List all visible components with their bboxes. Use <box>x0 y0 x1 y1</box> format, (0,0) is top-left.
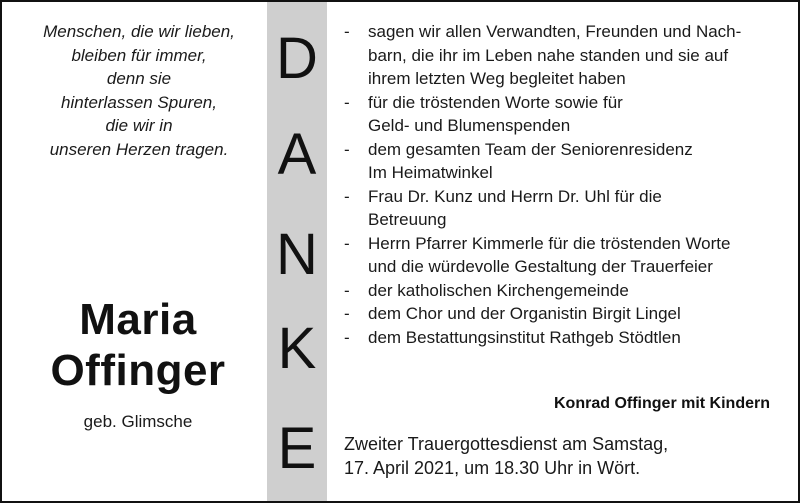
thanks-line: dem gesamten Team der Seniorenresidenz <box>368 139 693 159</box>
family-signature: Konrad Offinger mit Kindern <box>554 395 770 412</box>
thanks-item <box>342 185 782 232</box>
deceased-name <box>16 294 260 396</box>
danke-band <box>267 2 327 501</box>
danke-letter: K <box>277 316 317 381</box>
danke-letter: D <box>276 26 318 91</box>
danke-letter: N <box>276 222 318 287</box>
danke-letter: A <box>277 122 317 187</box>
thanks-item <box>342 138 782 185</box>
danke-letter: E <box>277 416 317 481</box>
thanks-line: sagen wir allen Verwandten, Freunden und Nach- <box>368 22 742 41</box>
thanks-item <box>342 232 782 279</box>
poem-line: unseren Herzen tragen. <box>49 139 229 159</box>
thanks-item <box>342 279 782 303</box>
poem-line: bleiben für immer, <box>71 45 207 65</box>
thanks-line: Geld- und Blumenspenden <box>368 116 571 135</box>
last-name: Offinger <box>50 346 226 395</box>
poem-line: hinterlassen Spuren, <box>61 92 217 112</box>
poem-line: denn sie <box>106 69 172 89</box>
dash-bullet: - <box>344 304 350 323</box>
first-name: Maria <box>79 295 197 344</box>
dash-bullet: - <box>344 233 350 253</box>
memorial-service-notice <box>344 432 764 480</box>
memorial-poem <box>20 20 258 162</box>
thanks-line: und die würdevolle Gestaltung der Trauerfeier <box>368 257 713 276</box>
thanks-line: dem Bestattungsinstitut Rathgeb Stödtlen <box>368 327 681 347</box>
thanks-item <box>342 326 782 350</box>
service-line: Zweiter Trauergottesdienst am Samstag, <box>344 434 669 454</box>
dash-bullet: - <box>344 139 350 159</box>
thanks-line: Herrn Pfarrer Kimmerle für die tröstenden Worte <box>368 233 731 253</box>
thanks-line: der katholischen Kirchengemeinde <box>368 280 629 300</box>
dash-bullet: - <box>344 327 350 347</box>
thanks-line: barn, die ihr im Leben nahe standen und sie auf <box>368 45 729 65</box>
thanks-item <box>342 91 782 138</box>
thanks-list <box>342 20 782 349</box>
thanks-item <box>342 302 782 326</box>
thanks-line: ihrem letzten Weg begleitet haben <box>368 69 626 88</box>
dash-bullet: - <box>344 22 350 41</box>
thanks-line: für die tröstenden Worte sowie für <box>368 92 623 112</box>
service-line: 17. April 2021, um 18.30 Uhr in Wört. <box>344 458 641 478</box>
thanks-line: Betreuung <box>368 210 447 229</box>
thanks-line: dem Chor und der Organistin Birgit Lingel <box>368 304 681 323</box>
maiden-name: geb. Glimsche <box>83 412 193 431</box>
thanks-line: Im Heimatwinkel <box>368 163 493 182</box>
thanks-item <box>342 20 782 91</box>
poem-line: die wir in <box>105 116 173 136</box>
dash-bullet: - <box>344 92 350 112</box>
dash-bullet: - <box>344 186 350 206</box>
dash-bullet: - <box>344 280 350 300</box>
thanks-line: Frau Dr. Kunz und Herrn Dr. Uhl für die <box>368 186 662 206</box>
poem-line: Menschen, die wir lieben, <box>43 22 235 41</box>
